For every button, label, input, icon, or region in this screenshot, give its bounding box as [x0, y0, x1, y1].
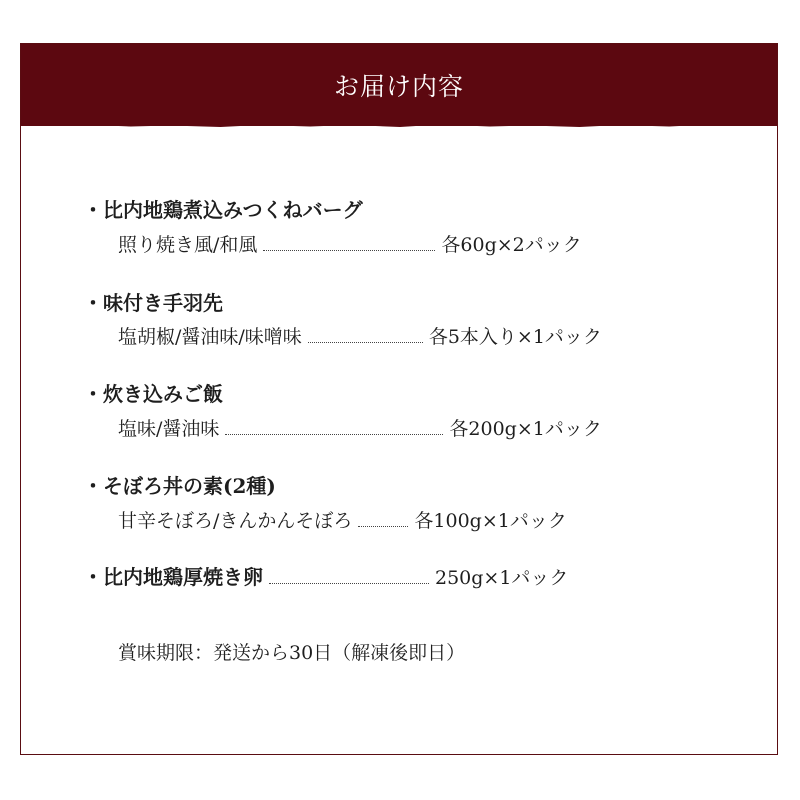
list-item-name — [83, 474, 276, 498]
item-variant: 甘辛そぼろ/きんかんそぼろ — [118, 510, 353, 532]
expiry-note: 賞味期限：発送から30日（解凍後即日） — [118, 642, 466, 664]
dotted-leader — [358, 526, 408, 527]
list-item-name — [83, 291, 223, 315]
item-name-text: 味付き手羽先 — [103, 291, 223, 315]
item-name-text: 比内地鶏厚焼き卵 — [103, 565, 263, 589]
list-item-detail — [118, 417, 602, 441]
header-brush-edge — [21, 122, 777, 128]
item-variant: 照り焼き風/和風 — [118, 234, 258, 256]
list-item-detail — [118, 509, 567, 533]
bullet: ・ — [83, 291, 103, 315]
list-item-detail — [118, 233, 582, 257]
item-variant: 塩味/醤油味 — [118, 418, 220, 440]
list-item-detail — [83, 565, 568, 590]
item-quantity: 各60g×2パック — [441, 234, 582, 256]
dotted-leader — [308, 342, 423, 343]
bullet: ・ — [83, 198, 103, 222]
item-variant: 塩胡椒/醤油味/味噌味 — [118, 326, 302, 348]
bullet: ・ — [83, 382, 103, 406]
dotted-leader — [225, 434, 443, 435]
item-name-text: そぼろ丼の素(2種) — [103, 474, 276, 498]
dotted-leader — [263, 250, 435, 251]
list-item-name — [83, 382, 223, 406]
item-quantity: 250g×1パック — [435, 567, 569, 589]
bullet: ・ — [83, 565, 103, 589]
item-quantity: 各200g×1パック — [449, 418, 602, 440]
item-quantity: 各100g×1パック — [414, 510, 567, 532]
header-band — [21, 44, 777, 126]
header-title: お届け内容 — [333, 72, 464, 101]
item-name-text: 炊き込みご飯 — [103, 382, 223, 406]
list-item-name — [83, 198, 363, 222]
dotted-leader — [269, 583, 429, 584]
bullet: ・ — [83, 474, 103, 498]
list-item-detail — [118, 325, 602, 349]
item-name-text: 比内地鶏煮込みつくねバーグ — [103, 198, 363, 222]
item-quantity: 各5本入り×1パック — [428, 326, 602, 348]
